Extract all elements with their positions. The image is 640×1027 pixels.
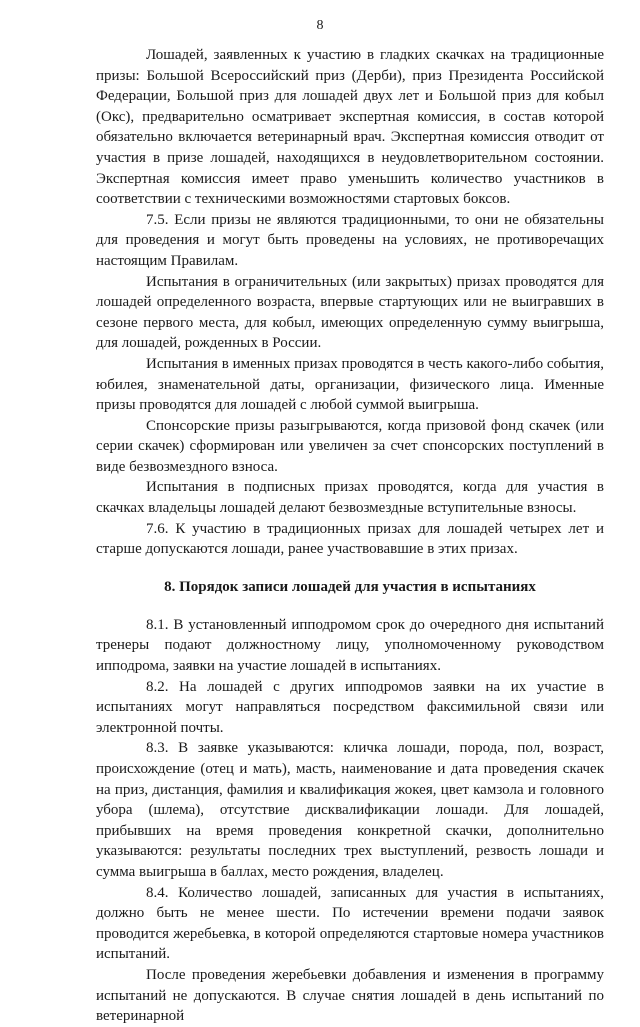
document-body <box>96 45 604 1027</box>
paragraph-7-5: 7.5. Если призы не являются традиционными, то они не обязательны для проведения и могут быть проведены на условиях, не противоречащих настоящим Правилам. <box>96 211 604 269</box>
paragraph-derby-inspection: Лошадей, заявленных к участию в гладких скачках на традиционные призы: Большой Всероссийский приз (Дерби), приз Президента Российской Федерации, Большой приз для лошадей двух лет и Большой приз для кобыл (Окс), предварительно осматривает экспертная комиссия, в состав которой обязательно включается ветеринарный врач. Экспертная комиссия отводит от участия в призе лошадей, находящихся в неудовлетворительном состоянии. Экспертная комиссия имеет право уменьшить количество участников в соответствии с техническими возможностями стартовых боксов. <box>96 47 604 208</box>
paragraph-named-prizes: Испытания в именных призах проводятся в честь какого-либо события, юбилея, знаменательной даты, организации, физического лица. Именные призы проводятся для лошадей с любой суммой выигрыша. <box>96 355 604 414</box>
paragraph-8-4: 8.4. Количество лошадей, записанных для участия в испытаниях, должно быть не менее шести. По истечении времени подачи заявок проводится жеребьевка, в которой определяются стартовые номера участников испытаний. <box>96 884 604 963</box>
paragraph-sponsor-prizes: Спонсорские призы разыгрываются, когда призовой фонд скачек (или серии скачек) сформирован или увеличен за счет спонсорских поступлений в виде безвозмездного взноса. <box>96 417 604 475</box>
paragraph-8-3: 8.3. В заявке указываются: кличка лошади, порода, пол, возраст, происхождение (отец и мать), масть, наименование и дата проведения скачек на приз, дистанция, фамилия и квалификация жокея, цвет камзола и головного убора (шлема), отсутствие дисквалификации лошади. Для лошадей, прибывших на время проведения конкретной скачки, дополнительно указываются: результаты последних трех выступлений, резвость лошади и сумма выигрыша в баллах, место рождения, владелец. <box>96 740 604 880</box>
page-number: 8 <box>316 18 324 33</box>
paragraph-8-2: 8.2. На лошадей с других ипподромов заявки на их участие в испытаниях могут направляться посредством факсимильной связи или электронной почты. <box>96 678 604 736</box>
section-heading: 8. Порядок записи лошадей для участия в испытаниях <box>164 578 536 595</box>
paragraph-subscription-prizes: Испытания в подписных призах проводятся, когда для участия в скачках владельцы лошадей делают безвозмездные вступительные взносы. <box>96 479 604 517</box>
paragraph-after-draw: После проведения жеребьевки добавления и изменения в программу испытаний не допускаются. В случае снятия лошадей в день испытаний по ветеринарной <box>96 966 604 1025</box>
paragraph-restricted-prizes: Испытания в ограничительных (или закрытых) призах проводятся для лошадей определенного возраста, впервые стартующих или не выигравших в сезоне первого места, для кобыл, имеющих определенную сумму выигрыша, для лошадей, рожденных в России. <box>96 273 604 352</box>
paragraph-7-6: 7.6. К участию в традиционных призах для лошадей четырех лет и старше допускаются лошади, ранее участвовавшие в этих призах. <box>96 520 604 558</box>
paragraph-8-1: 8.1. В установленный ипподромом срок до очередного дня испытаний тренеры подают должностному лицу, уполномоченному руководством ипподрома, заявки на участие лошадей в испытаниях. <box>96 616 604 675</box>
